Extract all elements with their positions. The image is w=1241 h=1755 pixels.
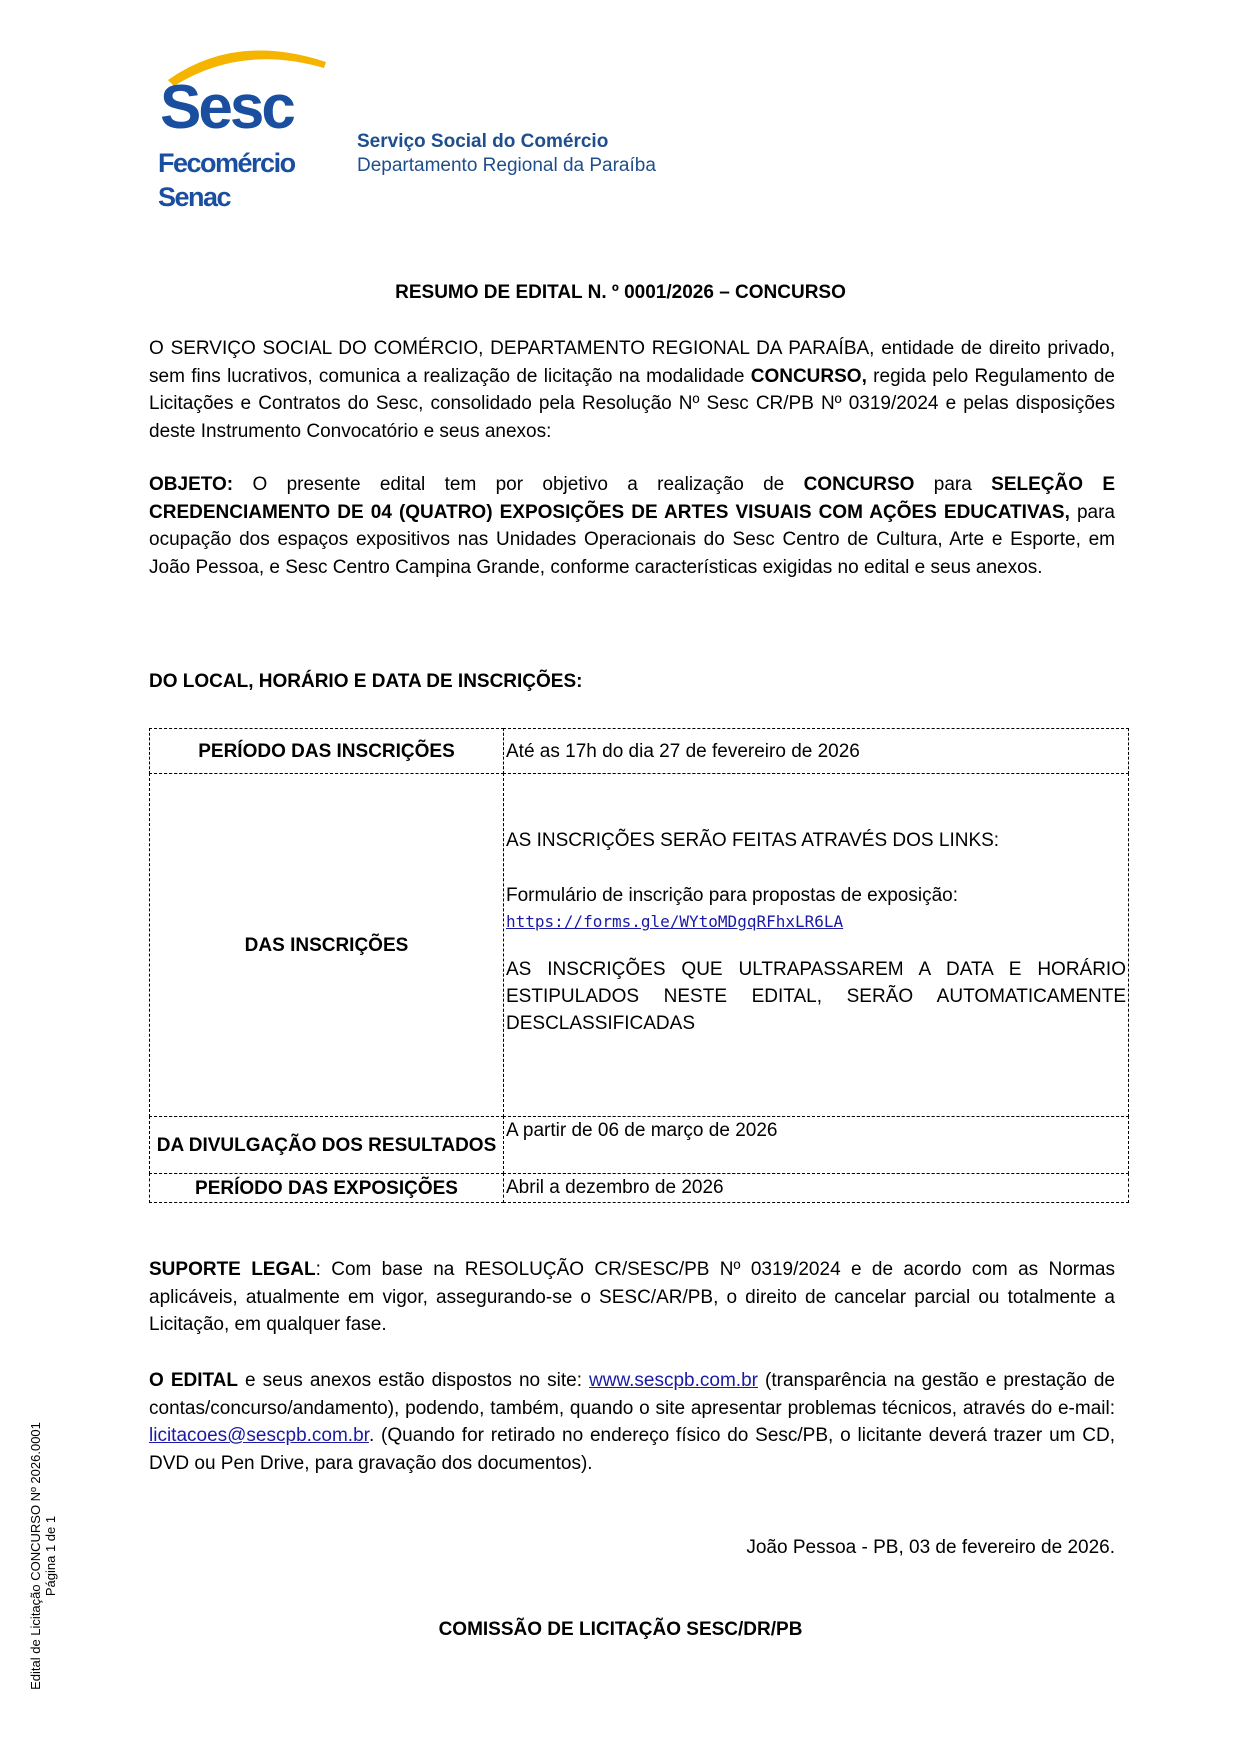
row-resultados-label: DA DIVULGAÇÃO DOS RESULTADOS [149, 1116, 504, 1174]
logo-fecomercio-text: Fecomércio [158, 148, 295, 178]
row-inscricoes-period-value: Até as 17h do dia 27 de fevereiro de 2026 [503, 728, 1129, 774]
intro-text-a: O SERVIÇO SOCIAL DO COMÉRCIO, DEPARTAMENTO REGIONAL DA PARAÍBA, entidade de direito privado, sem fins lucrativos, comunica a realização de licitação na modalidade [149, 338, 1115, 387]
org-name: Serviço Social do Comércio [357, 131, 609, 152]
objeto-text-c: para ocupação dos espaços expositivos nas Unidades Operacionais do Sesc Centro de Cultura, Arte e Esporte, em João Pessoa, e Sesc Centro Campina Grande, conforme características exigidas no edital e seus anexos. [149, 501, 1115, 578]
objeto-bold-a: CONCURSO [803, 474, 915, 495]
row-exposicoes-value: Abril a dezembro de 2026 [503, 1173, 1129, 1203]
site-link[interactable]: www.sescpb.com.br [589, 1370, 758, 1391]
inscricoes-links-intro: AS INSCRIÇÕES SERÃO FEITAS ATRAVÉS DOS LINKS: [506, 830, 1000, 851]
margin-note-line2: Página 1 de 1 [43, 1515, 58, 1597]
row-inscricoes-period-label: PERÍODO DAS INSCRIÇÕES [149, 728, 504, 774]
place-date: João Pessoa - PB, 03 de fevereiro de 2026. [746, 1537, 1115, 1558]
objeto-paragraph [149, 471, 1115, 581]
intro-paragraph [149, 335, 1115, 445]
suporte-text: : Com base na RESOLUÇÃO CR/SESC/PB Nº 0319/2024 e de acordo com as Normas aplicáveis, atualmente em vigor, assegurando-se o SESC/AR/PB, o direito de cancelar parcial ou totalmente a Licitação, em qualquer fase. [149, 1259, 1115, 1335]
objeto-label: OBJETO: [149, 474, 234, 495]
edital-text-c: . (Quando for retirado no endereço físico do Sesc/PB, o licitante deverá trazer um CD, DVD ou Pen Drive, para gravação dos documentos). [149, 1425, 1115, 1474]
edital-text-a: e seus anexos estão dispostos no site: [238, 1370, 590, 1391]
sesc-logo [156, 40, 336, 216]
document-title: RESUMO DE EDITAL N. º 0001/2026 – CONCURSO [395, 282, 846, 303]
inscricoes-form-label: Formulário de inscrição para propostas de exposição: [506, 885, 959, 906]
committee-signature: COMISSÃO DE LICITAÇÃO SESC/DR/PB [438, 1619, 803, 1640]
intro-text-b: regida pelo Regulamento de Licitações e Contratos do Sesc, consolidado pela Resolução Nº Sesc CR/PB Nº 0319/2024 e pelas disposições deste Instrumento Convocatório e seus anexos: [149, 365, 1115, 442]
row-exposicoes-label: PERÍODO DAS EXPOSIÇÕES [149, 1173, 504, 1203]
row-resultados-value: A partir de 06 de março de 2026 [503, 1116, 1129, 1174]
logo-senac-text: Senac [158, 182, 231, 212]
objeto-text-b: para [914, 474, 992, 495]
intro-bold-a: CONCURSO, [750, 365, 867, 387]
inscricoes-form-link[interactable]: https://forms.gle/WYtoMDgqRFhxLR6LA [506, 912, 844, 931]
margin-note [28, 1406, 58, 1706]
inscricoes-warning: AS INSCRIÇÕES QUE ULTRAPASSAREM A DATA E HORÁRIO ESTIPULADOS NESTE EDITAL, SERÃO AUTOMATICAMENTE DESCLASSIFICADAS [506, 959, 1126, 1034]
objeto-text-a: O presente edital tem por objetivo a realização de [233, 474, 804, 495]
suporte-legal-paragraph [149, 1256, 1115, 1339]
logo-sesc-text: Sesc [160, 73, 293, 142]
suporte-label: SUPORTE LEGAL [149, 1259, 316, 1280]
org-department: Departamento Regional da Paraíba [357, 155, 656, 176]
email-link[interactable]: licitacoes@sescpb.com.br [149, 1425, 369, 1446]
objeto-bold-b: SELEÇÃO E CREDENCIAMENTO DE 04 (QUATRO) EXPOSIÇÕES DE ARTES VISUAIS COM AÇÕES EDUCATIVAS, [149, 474, 1115, 523]
section-heading: DO LOCAL, HORÁRIO E DATA DE INSCRIÇÕES: [149, 671, 583, 692]
edital-paragraph [149, 1367, 1115, 1477]
edital-label: O EDITAL [149, 1370, 239, 1391]
row-inscricoes-label: DAS INSCRIÇÕES [149, 773, 504, 1117]
row-inscricoes-value [503, 773, 1129, 1117]
registration-table [149, 728, 1129, 1204]
edital-text-b: (transparência na gestão e prestação de contas/concurso/andamento), podendo, também, quando o site apresentar problemas técnicos, através do e-mail: [149, 1370, 1115, 1419]
margin-note-line1: Edital de Licitação CONCURSO Nº 2026.0001 [28, 1422, 43, 1690]
